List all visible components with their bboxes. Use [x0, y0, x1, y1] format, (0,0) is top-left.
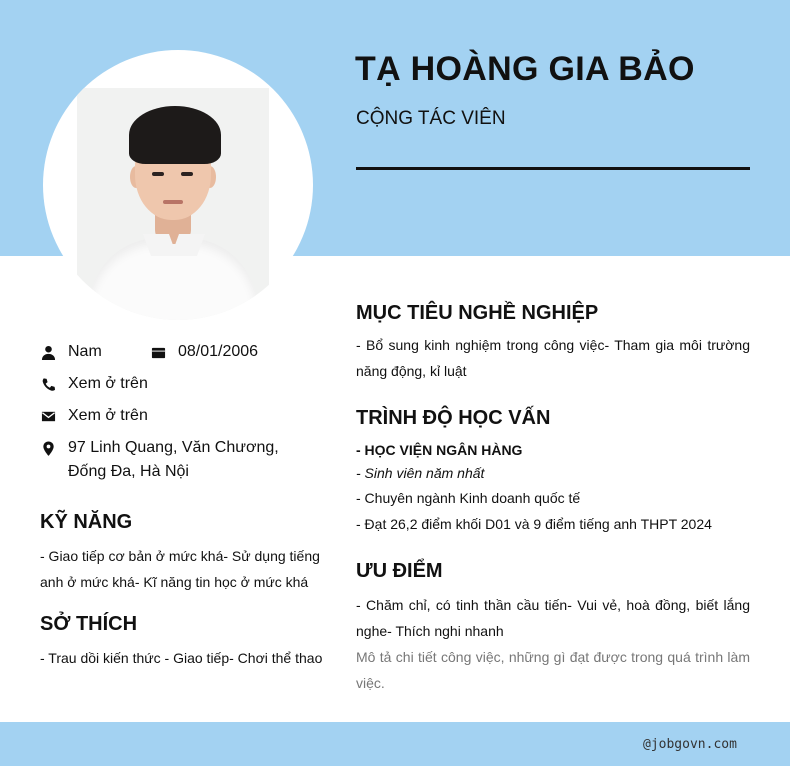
education-major: - Chuyên ngành Kinh doanh quốc tế	[356, 490, 581, 506]
profile-photo	[43, 50, 313, 320]
phone-icon	[40, 372, 56, 396]
portrait-image	[77, 88, 269, 320]
education-school: - HỌC VIỆN NGÂN HÀNG	[356, 442, 523, 458]
strengths-text: - Chăm chỉ, có tinh thần cầu tiến- Vui vẻ, hoà đồng, biết lắng nghe- Thích nghi nhanh	[356, 597, 750, 639]
strengths-placeholder: Mô tả chi tiết công việc, những gì đạt được trong quá trình làm việc.	[356, 649, 750, 691]
calendar-icon	[150, 340, 166, 364]
strengths-title: ƯU ĐIỂM	[356, 560, 443, 582]
info-gender	[40, 340, 102, 364]
header-divider	[356, 167, 750, 170]
portrait-mouth	[163, 200, 183, 204]
portrait-hair	[129, 106, 221, 164]
birthday-value: 08/01/2006	[178, 343, 259, 360]
email-value: Xem ở trên	[68, 407, 148, 424]
phone-value: Xem ở trên	[68, 375, 148, 392]
person-icon	[40, 340, 56, 364]
education-score: - Đạt 26,2 điểm khối D01 và 9 điểm tiếng anh THPT 2024	[356, 516, 712, 532]
info-birthday	[150, 340, 258, 364]
portrait-eye-right	[181, 172, 193, 176]
hobbies-title: SỞ THÍCH	[40, 613, 138, 635]
location-pin-icon	[40, 436, 56, 460]
info-email	[40, 404, 148, 428]
footer-watermark: @jobgovn.com	[643, 737, 737, 752]
address-value: 97 Linh Quang, Văn Chương, Đống Đa, Hà Nội	[68, 439, 279, 480]
objective-text: - Bổ sung kinh nghiệm trong công việc- Tham gia môi trường năng động, kỉ luật	[356, 337, 750, 379]
objective-title: MỤC TIÊU NGHỀ NGHIỆP	[356, 302, 599, 324]
info-phone	[40, 372, 148, 396]
education-status: - Sinh viên năm nhất	[356, 465, 485, 481]
skills-title: KỸ NĂNG	[40, 511, 133, 533]
gender-value: Nam	[68, 343, 102, 360]
hobbies-text: - Trau dồi kiến thức - Giao tiếp- Chơi thể thao	[40, 650, 323, 666]
portrait-eye-left	[152, 172, 164, 176]
info-address	[40, 436, 320, 484]
mail-icon	[40, 404, 56, 428]
candidate-name: TẠ HOÀNG GIA BẢO	[355, 50, 695, 88]
skills-text: - Giao tiếp cơ bản ở mức khá- Sử dụng tiếng anh ở mức khá- Kĩ năng tin học ở mức khá	[40, 548, 320, 590]
job-position: CỘNG TÁC VIÊN	[356, 108, 506, 129]
education-title: TRÌNH ĐỘ HỌC VẤN	[356, 407, 551, 429]
